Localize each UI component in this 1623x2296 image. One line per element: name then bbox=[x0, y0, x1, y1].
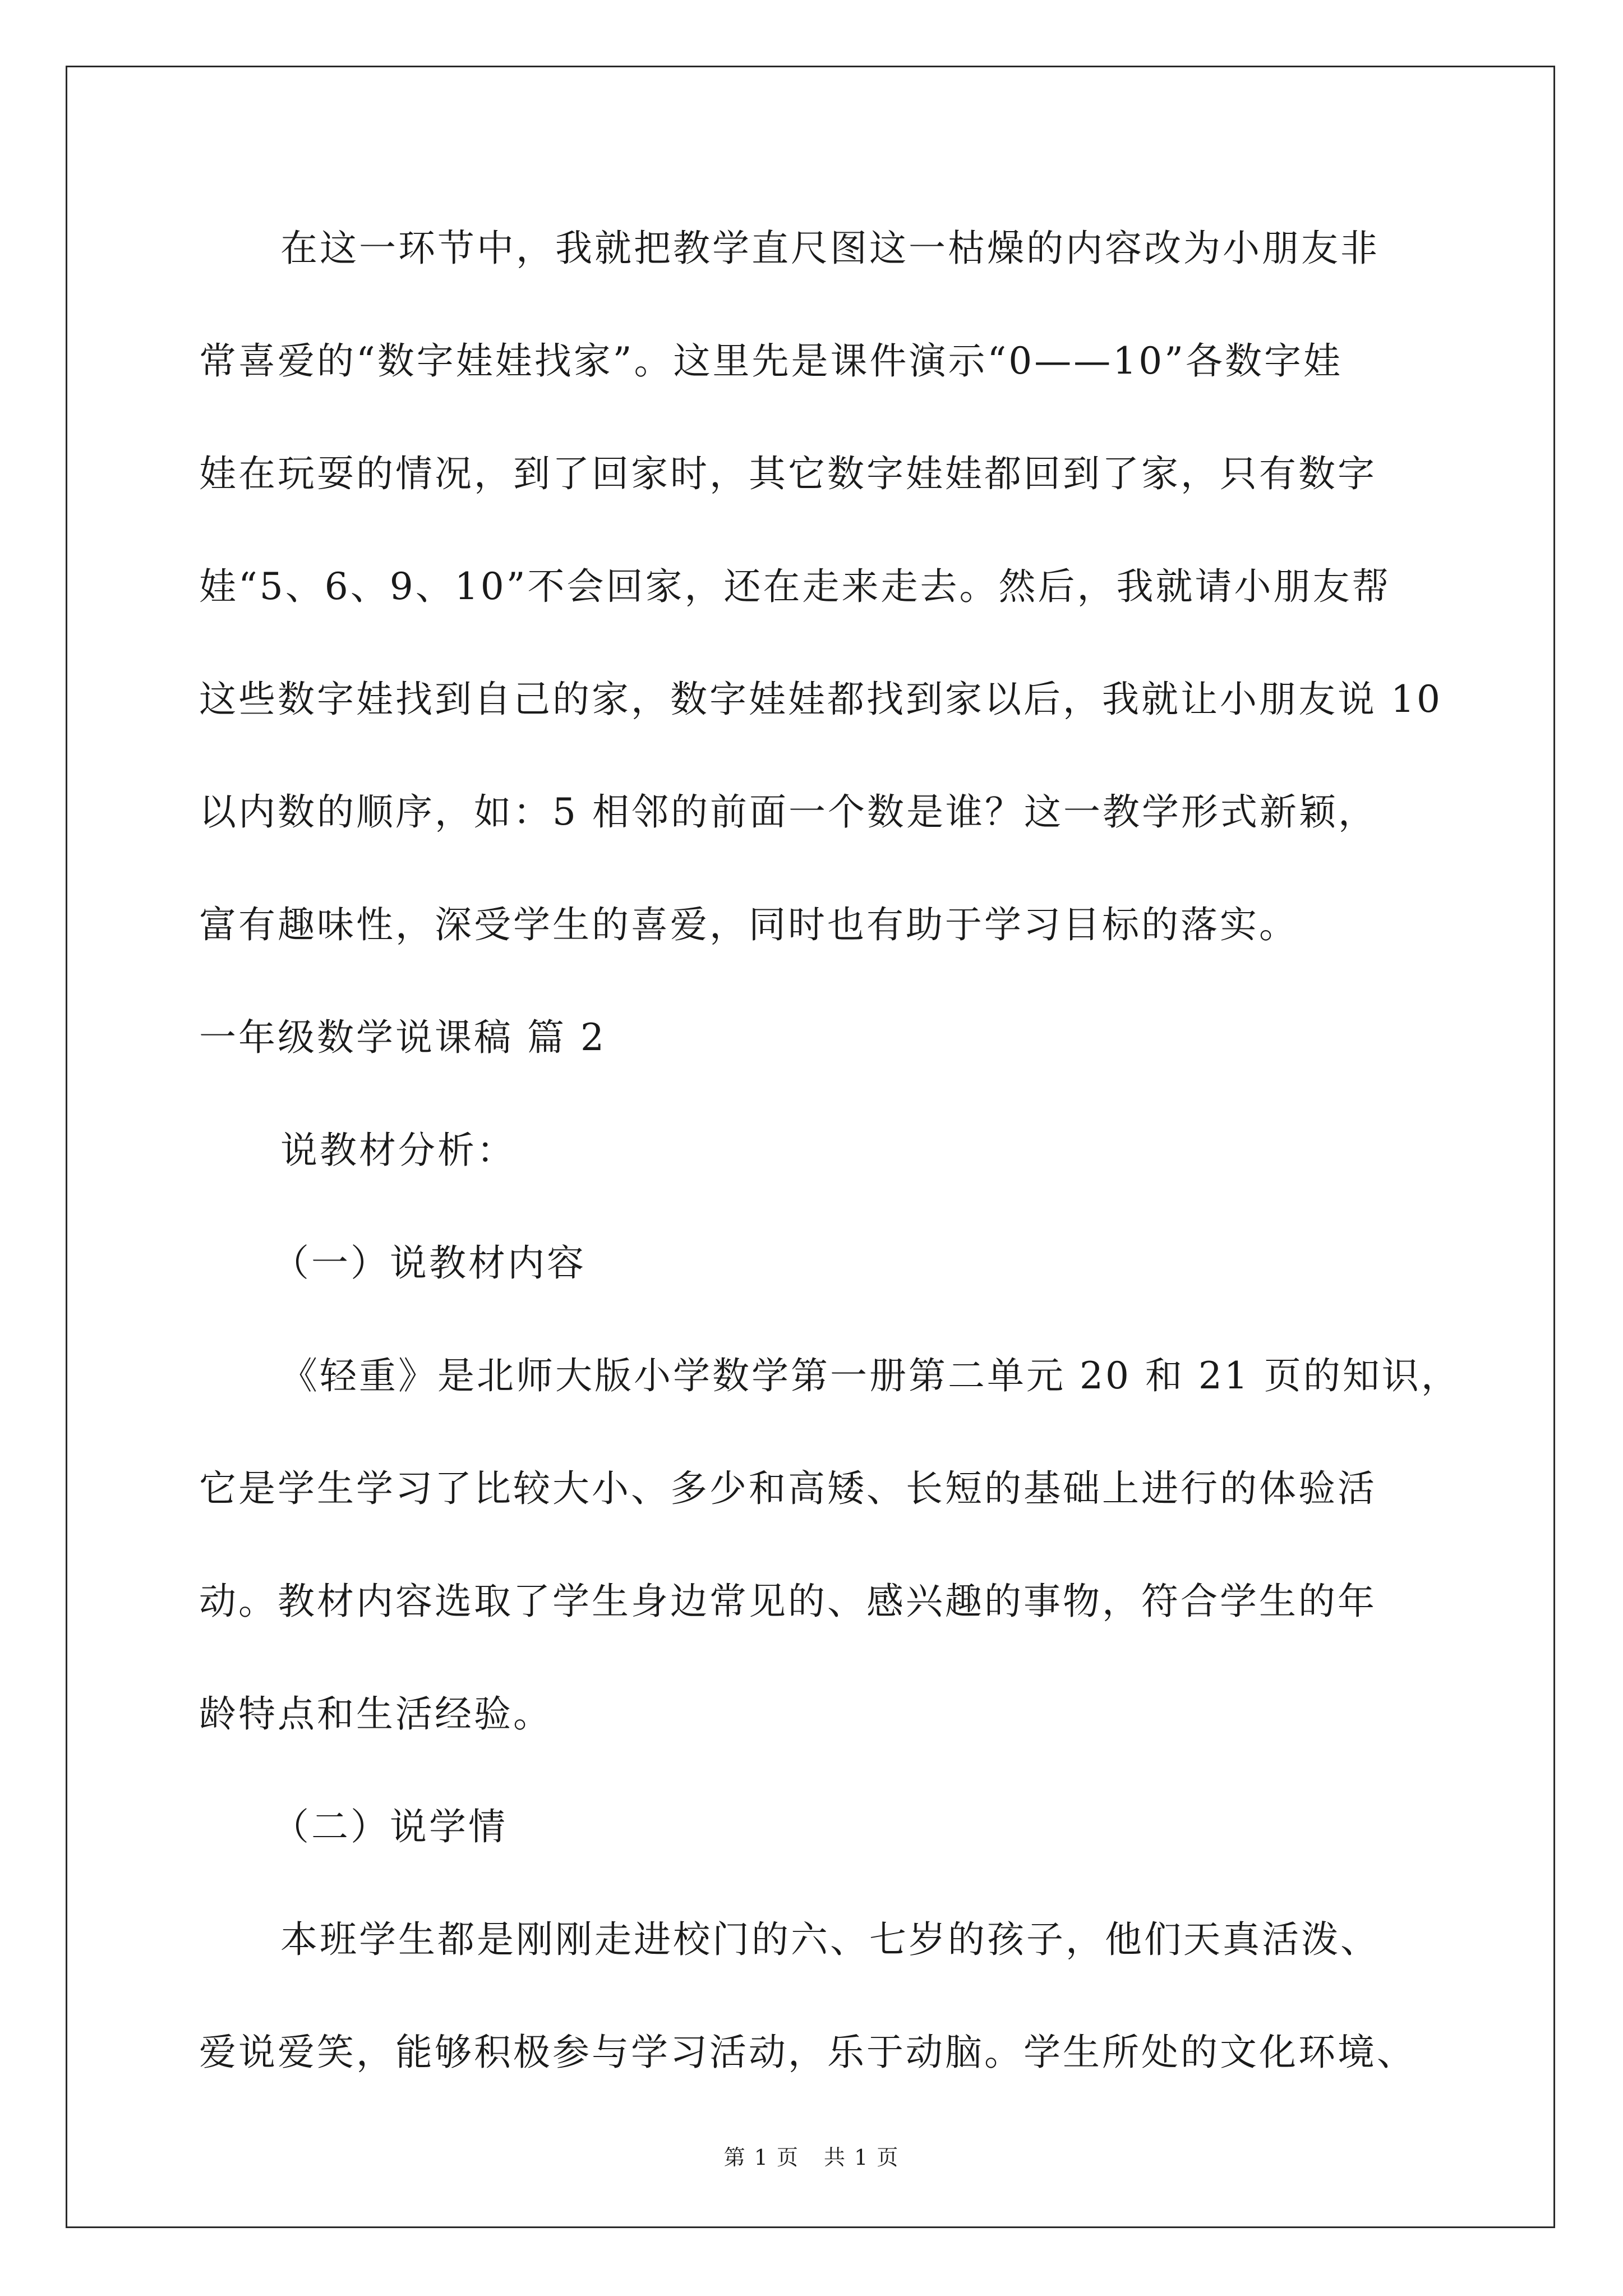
page-number-total: 共 1 页 bbox=[824, 2145, 900, 2170]
body-line-7: 富有趣味性，深受学生的喜爱，同时也有助于学习目标的落实。 bbox=[199, 903, 1298, 946]
body-line-13: 爱说爱笑，能够积极参与学习活动，乐于动脑。学生所处的文化环境、 bbox=[199, 2031, 1416, 2074]
body-line-8: 《轻重》是北师大版小学数学第一册第二单元 20 和 21 页的知识， bbox=[280, 1354, 1460, 1397]
subheading-learning: （二）说学情 bbox=[272, 1805, 508, 1848]
body-line-12: 本班学生都是刚刚走进校门的六、七岁的孩子，他们天真活泼、 bbox=[280, 1918, 1380, 1961]
page-number-current: 第 1 页 bbox=[723, 2145, 799, 2170]
body-line-2: 常喜爱的“数字娃娃找家”。这里先是课件演示“0——10”各数字娃 bbox=[199, 339, 1343, 383]
body-line-4: 娃“5、6、9、10”不会回家，还在走来走去。然后，我就请小朋友帮 bbox=[199, 565, 1391, 608]
subheading-content: （一）说教材内容 bbox=[272, 1241, 586, 1285]
body-line-9: 它是学生学习了比较大小、多少和高矮、长短的基础上进行的体验活 bbox=[199, 1467, 1377, 1510]
body-line-10: 动。教材内容选取了学生身边常见的、感兴趣的事物，符合学生的年 bbox=[199, 1580, 1377, 1623]
section-heading: 一年级数学说课稿 篇 2 bbox=[199, 1016, 606, 1059]
body-line-6: 以内数的顺序，如：5 相邻的前面一个数是谁？这一教学形式新颖， bbox=[199, 790, 1377, 834]
body-line-3: 娃在玩耍的情况，到了回家时，其它数字娃娃都回到了家，只有数字 bbox=[199, 452, 1377, 495]
body-line-5: 这些数字娃找到自己的家，数字娃娃都找到家以后，我就让小朋友说 10 bbox=[199, 678, 1442, 721]
body-line-11: 龄特点和生活经验。 bbox=[199, 1692, 552, 1736]
body-line-1: 在这一环节中，我就把教学直尺图这一枯燥的内容改为小朋友非 bbox=[280, 227, 1380, 270]
page-footer bbox=[0, 2140, 1623, 2171]
subheading-analysis: 说教材分析： bbox=[280, 1129, 516, 1172]
